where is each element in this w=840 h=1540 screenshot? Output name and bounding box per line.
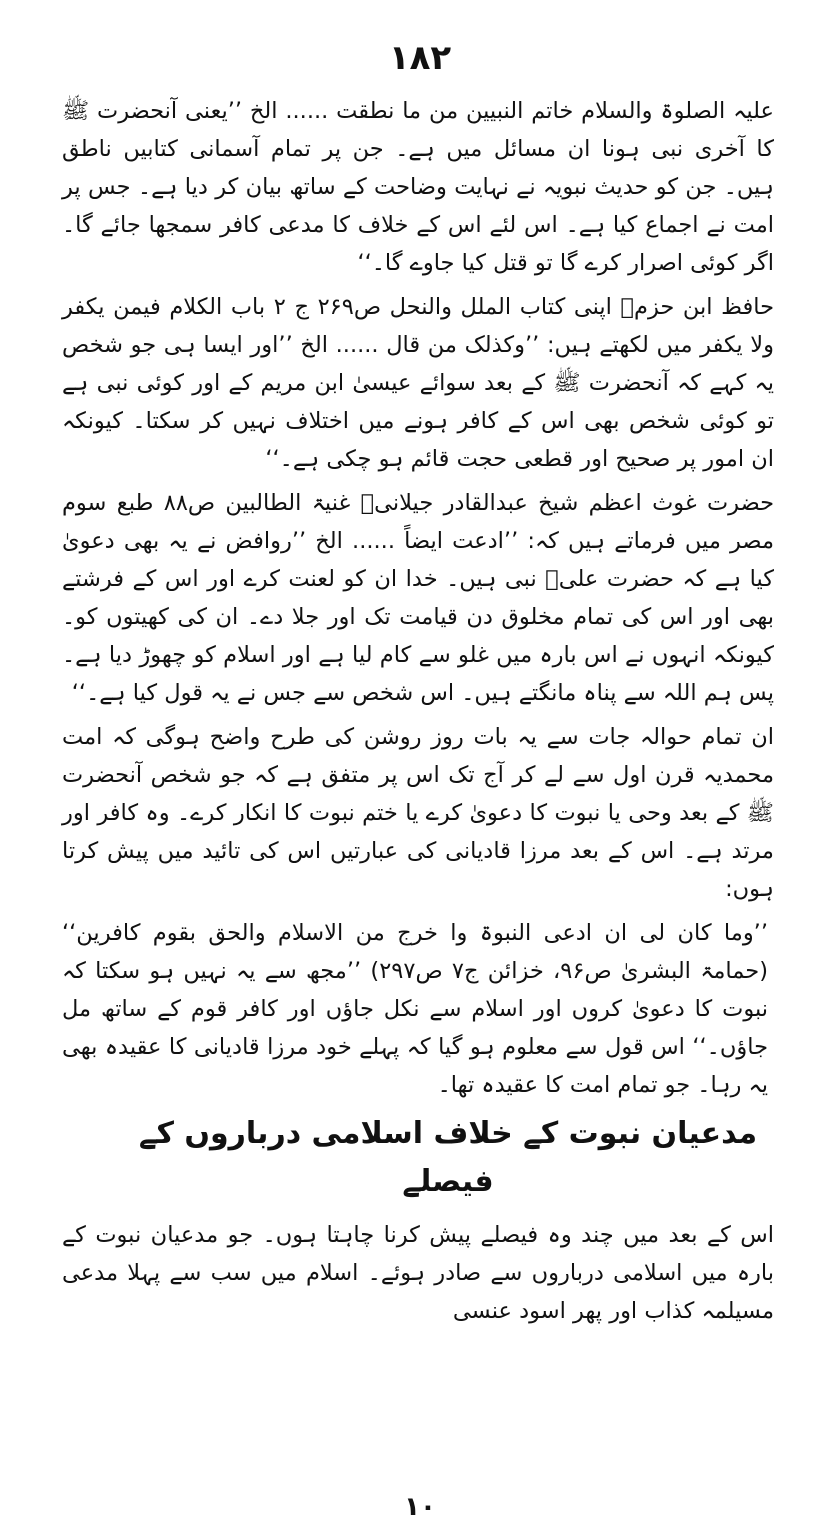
footer-number: ۱۰	[404, 1492, 436, 1522]
paragraph-mirza-quote: ’’وما کان لی ان ادعی النبوۃ وا خرج من الاسلام والحق بقوم کافرین‘‘ (حمامۃ البشریٰ ص۹۶، خزائن ج۷ ص۲۹۷) ’’مجھ سے یہ نہیں ہو سکتا کہ نبوت کا دعویٰ کروں اور اسلام سے نکل جاؤں اور کافر قوم کے ساتھ مل جاؤں۔‘‘ اس قول سے معلوم ہو گیا کہ پہلے خود مرزا قادیانی کا عقیدہ بھی یہ رہا۔ جو تمام امت کا عقیدہ تھا۔	[62, 920, 768, 1098]
paragraph-khatam-nabiyyin: علیہ الصلوۃ والسلام خاتم النبیین من ما نطقت ...... الخ ’’یعنی آنحضرت ﷺ کا آخری نبی ہونا ان مسائل میں ہے۔ جن پر تمام آسمانی کتابیں ناطق ہیں۔ جن کو حدیث نبویہ نے نہایت وضاحت کے ساتھ بیان کر دیا ہے۔ جس پر امت نے اجماع کیا ہے۔ اس لئے اس کے خلاف کا مدعی کافر سمجھا جائے گا۔ اگر کوئی اصرار کرے گا تو قتل کیا جاوے گا۔‘‘	[62, 98, 774, 276]
paragraph-closing: اس کے بعد میں چند وہ فیصلے پیش کرنا چاہتا ہوں۔ جو مدعیان نبوت کے بارہ میں اسلامی درباروں سے صادر ہوئے۔ اسلام میں سب سے پہلا مدعی مسیلمہ کذاب اور پھر اسود عنسی	[62, 1222, 774, 1324]
page-body	[62, 92, 774, 1336]
section-heading: مدعیان نبوت کے خلاف اسلامی درباروں کے فیصلے	[138, 1116, 758, 1199]
paragraph-ibn-hazm: حافظ ابن حزمؒ اپنی کتاب الملل والنحل ص۲۶۹ ج ۲ باب الکلام فیمن یکفر ولا یکفر میں لکھتے ہیں: ’’وکذلک من قال ...... الخ ’’اور ایسا ہی جو شخص یہ کہے کہ آنحضرت ﷺ کے بعد سوائے عیسیٰ ابن مریم کے اور کوئی نبی ہے تو کوئی شخص بھی اس کے کافر ہونے میں اختلاف نہیں کر سکتا۔ کیونکہ ان امور پر صحیح اور قطعی حجت قائم ہو چکی ہے۔‘‘	[62, 294, 774, 472]
page-number: ۱۸۲	[388, 38, 452, 78]
paragraph-ummah-consensus: ان تمام حوالہ جات سے یہ بات روز روشن کی طرح واضح ہوگی کہ امت محمدیہ قرن اول سے لے کر آج تک اس پر متفق ہے کہ جو شخص آنحضرت ﷺ کے بعد وحی یا نبوت کا دعویٰ کرے یا ختم نبوت کا انکار کرے۔ وہ کافر اور مرتد ہے۔ اس کے بعد مرزا قادیانی کی عبارتیں اس کی تائید میں پیش کرتا ہوں:	[62, 724, 774, 902]
paragraph-ghaus-azam: حضرت غوث اعظم شیخ عبدالقادر جیلانیؒ غنیۃ الطالبین ص۸۸ طبع سوم مصر میں فرماتے ہیں کہ: ’’ادعت ایضاً ...... الخ ’’روافض نے یہ بھی دعویٰ کیا ہے کہ حضرت علیؓ نبی ہیں۔ خدا ان کو لعنت کرے اور اس کے فرشتے بھی اور اس کی تمام مخلوق دن قیامت تک اور جلا دے۔ ان کی کھیتوں کو۔ کیونکہ انہوں نے اس بارہ میں غلو سے کام لیا ہے اور اسلام کو چھوڑ دیا ہے۔ پس ہم اللہ سے پناہ مانگتے ہیں۔ اس شخص سے جس نے یہ قول کیا ہے۔‘‘	[62, 490, 774, 706]
